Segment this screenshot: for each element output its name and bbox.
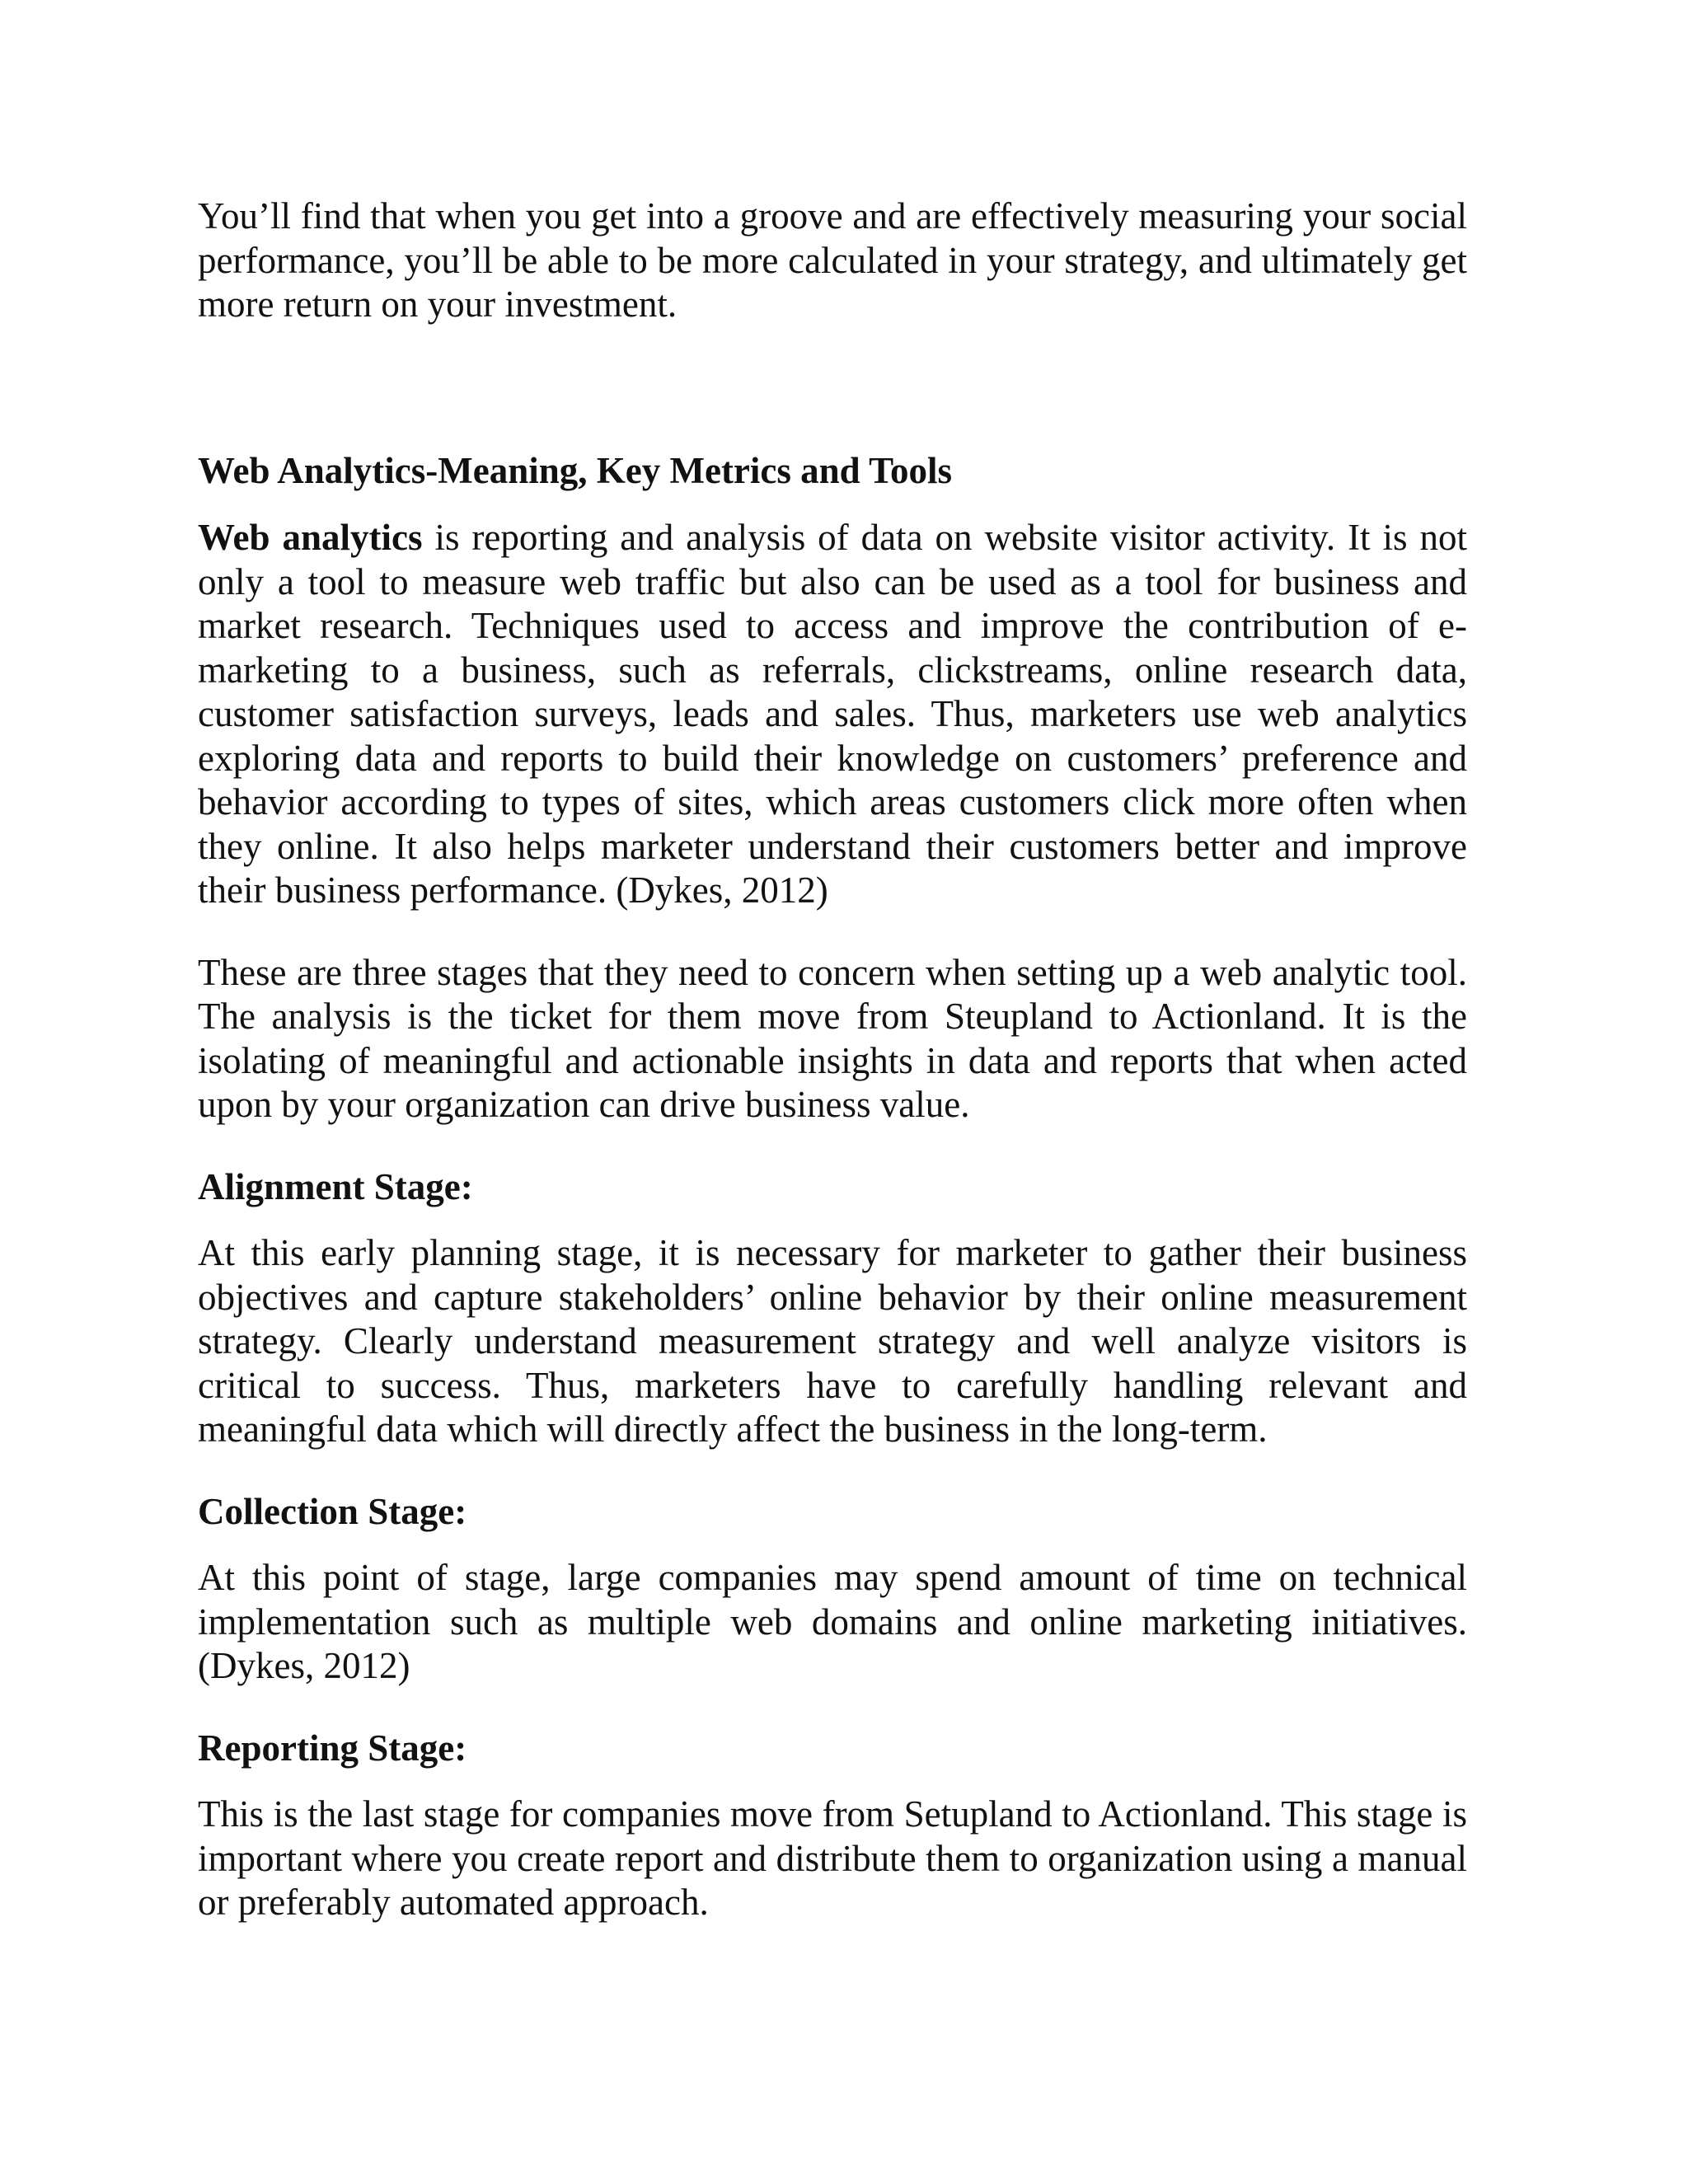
definition-paragraph	[198, 516, 1467, 913]
collection-stage-paragraph: At this point of stage, large companies may spend amount of time on technical implementation such as multiple web domains and online marketing initiatives. (Dykes, 2012)	[198, 1557, 1467, 1686]
alignment-stage-heading: Alignment Stage:	[198, 1165, 473, 1207]
reporting-stage-paragraph: This is the last stage for companies move from Setupland to Actionland. This stage is important where you create report and distribute them to organization using a manual or preferably automated approach.	[198, 1793, 1467, 1923]
definition-term: Web analytics	[198, 517, 423, 558]
definition-body: is reporting and analysis of data on website visitor activity. It is not only a tool to measure web traffic but also can be used as a tool for business and market research. Techniques used to access and improve the contribution of e-marketing to a business, such as referrals, clickstreams, online research data, customer satisfaction surveys, leads and sales. Thus, marketers use web analytics exploring data and reports to build their knowledge on customers’ preference and behavior according to types of sites, which areas customers click more often when they online. It also helps marketer understand their customers better and improve their business performance. (Dykes, 2012)	[198, 517, 1467, 911]
collection-stage-heading: Collection Stage:	[198, 1490, 467, 1532]
section-heading: Web Analytics-Meaning, Key Metrics and Tools	[198, 449, 953, 491]
stages-intro-paragraph: These are three stages that they need to concern when setting up a web analytic tool. The analysis is the ticket for them move from Steupland to Actionland. It is the isolating of meaningful and actionable insights in data and reports that when acted upon by your organization can drive business value.	[198, 951, 1467, 1125]
alignment-stage-paragraph: At this early planning stage, it is necessary for marketer to gather their business objectives and capture stakeholders’ online behavior by their online measurement strategy. Clearly understand measurement strategy and well analyze visitors is critical to success. Thus, marketers have to carefully handling relevant and meaningful data which will directly affect the business in the long-term.	[198, 1232, 1467, 1450]
reporting-stage-heading: Reporting Stage:	[198, 1727, 467, 1769]
document-page	[198, 194, 1467, 1963]
intro-paragraph: You’ll find that when you get into a groove and are effectively measuring your social performance, you’ll be able to be more calculated in your strategy, and ultimately get more return on your investment.	[198, 195, 1467, 325]
